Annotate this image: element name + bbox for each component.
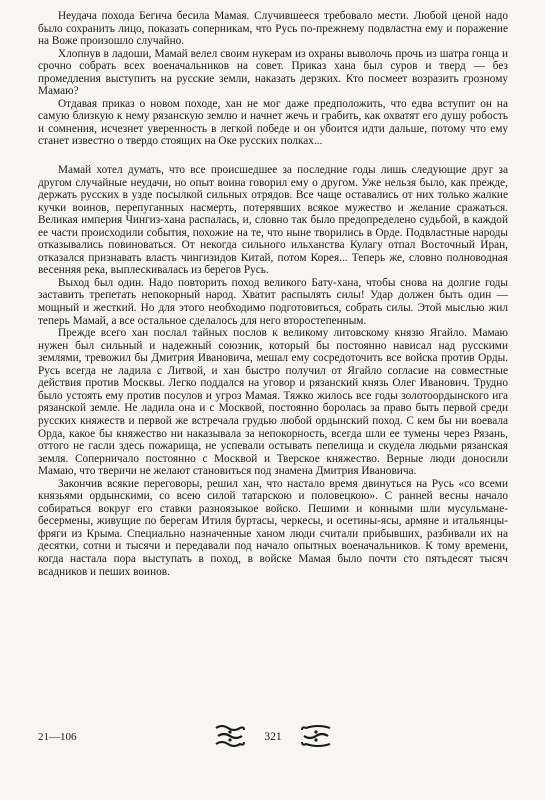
paragraph: Закончив всякие переговоры, решил хан, что настало время двинуться на Русь «со всеми князьями ордынскими, со всею силой татарскою и половецкою». С ранней весны начало собираться вокруг его ставки разноязыкое войско. Пешими и конными шли мусульмане-бесермены, живущие по берегам Итиля буртасы, черкесы, и осетины-ясы, армяне и итальянцы-фряги из Крыма. Специально назначенные ханом люди считали прибывших, разбивали их на десятки, сотни и тысячи и передавали под начало опытных военачальников. К тому времени, когда настала пора выступать в поход, в войске Мамая было почти сто пятьдесят тысяч всадников и пеших воинов. — [38, 477, 508, 578]
paragraph: Хлопнув в ладоши, Мамай велел своим нукерам из охраны выволочь прочь из шатра гонца и срочно собрать всех военачальников на совет. Приказ хана был суров и тверд — без промедления выступить на русские земли, наказать дерзких. Кто посмеет возразить грозному Мамаю? — [38, 47, 508, 98]
page-body — [38, 10, 508, 578]
page-footer — [38, 724, 508, 748]
paragraph: Прежде всего хан послал тайных послов к великому литовскому князю Ягайло. Мамаю нужен был сильный и надежный союзник, который бы постоянно нависал над русскими землями, тревожил бы Дмитрия Ивановича, мешал ему сосредоточить все войска против Орды. Русь всегда не ладила с Литвой, и хан быстро получил от Ягайло согласие на совместные действия против Москвы. Легко поддался на уговор и рязанский князь Олег Иванович. Трудно было устоять ему против посулов и угроз Мамая. Тяжко жилось все годы золотоордынского ига рязанской земле. Не ладила она и с Москвой, постоянно боролась за право быть первой среди русских княжеств и первой же встречала грудью любой ордынский поход. С кем бы ни воевала Орда, какое бы княжество ни наказывала за непокорность, всегда шли ее тумены через Рязань, оттого не гасли здесь пожарища, не успевали остывать пепелища и скудела людьми рязанская земля. Соперничало постоянно с Москвой и Тверское княжество. Верные люди доносили Мамаю, что тверичи не желают становиться под знамена Дмитрия Ивановича. — [38, 327, 508, 478]
ornament-right-icon — [300, 724, 332, 748]
section-break — [38, 148, 508, 164]
paragraph: Отдавая приказ о новом походе, хан не мог даже предположить, что едва вступит он на самую близкую к нему рязанскую землю и начнет жечь и грабить, как охватят его душу робость и сомнения, исчезнет уверенность в легкой победе и он убоится идти дальше, потому что ему станет известно о твердо стоящих на Оке русских полках... — [38, 97, 508, 148]
paragraph: Мамай хотел думать, что все происшедшее за последние годы лишь следующие друг за другом случайные неудачи, но опыт воина говорил ему о другом. Уже нельзя было, как прежде, держать русских в узде посылкой сильных отрядов. Все чаще оставались от них только жалкие кучки воинов, перепуганных насмерть, потерявших всякое мужество и желание сражаться. Великая империя Чингиз-хана распалась, и, словно так было предопределено судьбой, в каждой ее части происходили события, похожие на те, что ныне творились в Орде. Подвластные народы отказывались повиноваться. От некогда сильного ильханства Кулагу отпал Восточный Иран, отказался признавать власть чингизидов Китай, потом Корея... Теперь же, словно полноводная весенняя река, выплескивалась из берегов Русь. — [38, 164, 508, 277]
paragraph: Неудача похода Бегича бесила Мамая. Случившееся требовало мести. Любой ценой надо было сохранить лицо, показать соперникам, что Русь по-прежнему подвластна ему и поражение на Воже произошло случайно. — [38, 10, 508, 48]
ornament-left-icon — [214, 724, 246, 748]
paragraph: Выход был один. Надо повторить поход великого Бату-хана, чтобы снова на долгие годы заставить трепетать непокорный народ. Хватит распылять силы! Удар должен быть один — мощный и жесткий. Но для этого необходимо подготовиться, собрать силы. Этой мыслью жил теперь Мамай, а все остальное сделалось для него второстепенным. — [38, 276, 508, 327]
page-number: 321 — [264, 731, 282, 743]
printer-signature: 21—106 — [38, 731, 77, 743]
